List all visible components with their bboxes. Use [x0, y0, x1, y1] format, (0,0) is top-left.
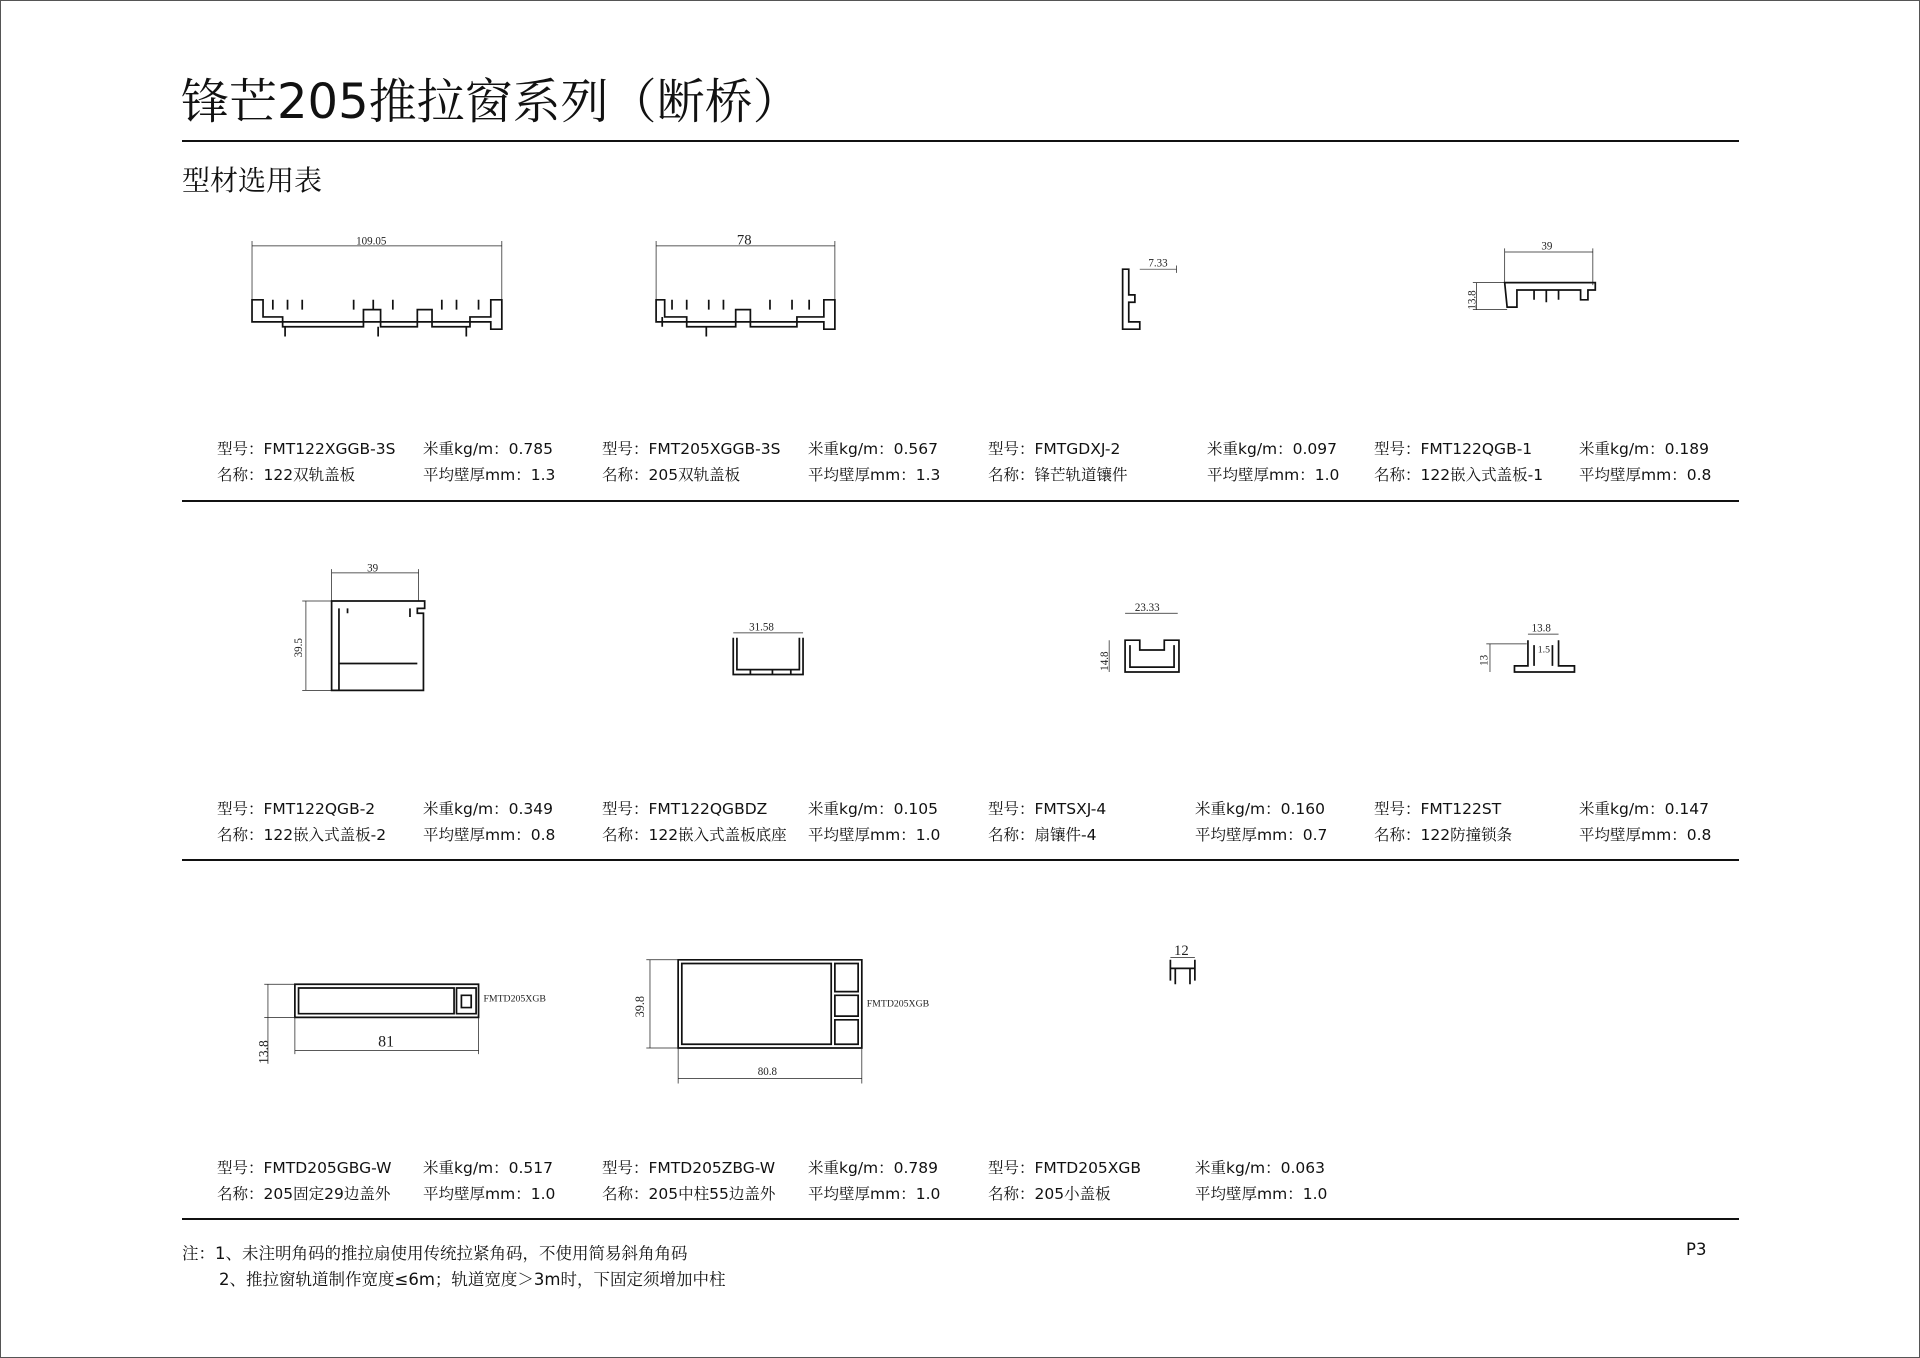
profile-name-9: 名称：205固定29边盖外 [217, 1185, 391, 1203]
profile-drawing-FMT122XGGB-3S [252, 236, 502, 337]
profile-weight-9: 米重kg/m：0.517 [423, 1159, 554, 1177]
profile-model-6: 型号：FMT122QGBDZ [602, 800, 768, 818]
svg-text:1.5: 1.5 [1537, 644, 1550, 656]
row-divider [182, 859, 1739, 861]
row-divider [182, 1218, 1739, 1220]
svg-text:39.5: 39.5 [293, 638, 306, 658]
svg-text:39: 39 [1541, 240, 1553, 253]
profile-drawing-FMT122QGBDZ [733, 621, 803, 674]
note-1: 注：1、未注明角码的推拉扇使用传统拉紧角码，不使用简易斜角角码 [182, 1244, 688, 1263]
profile-name-6: 名称：122嵌入式盖板底座 [602, 826, 787, 844]
profile-model-9: 型号：FMTD205GBG-W [217, 1159, 392, 1177]
profile-weight-5: 米重kg/m：0.349 [423, 800, 554, 818]
profile-thickness-6: 平均壁厚mm：1.0 [808, 826, 941, 844]
profile-weight-1: 米重kg/m：0.785 [423, 440, 554, 458]
profile-thickness-10: 平均壁厚mm：1.0 [808, 1185, 941, 1203]
profile-weight-10: 米重kg/m：0.789 [808, 1159, 939, 1177]
profile-weight-11: 米重kg/m：0.063 [1195, 1159, 1326, 1177]
profile-model-3: 型号：FMTGDXJ-2 [988, 440, 1121, 458]
profile-model-10: 型号：FMTD205ZBG-W [602, 1159, 776, 1177]
profile-drawing-FMTGDXJ-2 [1123, 258, 1177, 329]
profile-model-8: 型号：FMT122ST [1374, 800, 1502, 818]
profile-model-5: 型号：FMT122QGB-2 [217, 800, 376, 818]
svg-text:31.58: 31.58 [749, 621, 774, 634]
svg-text:39: 39 [367, 562, 379, 575]
profile-thickness-4: 平均壁厚mm：0.8 [1579, 466, 1712, 484]
svg-text:FMTD205XGB: FMTD205XGB [866, 998, 930, 1010]
row-divider [182, 500, 1739, 502]
svg-text:13: 13 [1478, 654, 1491, 666]
profile-drawing-FMTSXJ-4 [1099, 602, 1179, 672]
svg-text:13.8: 13.8 [255, 1040, 271, 1064]
svg-text:109.05: 109.05 [356, 235, 387, 248]
profile-weight-8: 米重kg/m：0.147 [1579, 800, 1710, 818]
svg-text:12: 12 [1174, 942, 1189, 959]
note-2: 2、推拉窗轨道制作宽度≤6m；轨道宽度＞3m时，下固定须增加中柱 [219, 1270, 726, 1289]
profile-weight-2: 米重kg/m：0.567 [808, 440, 939, 458]
svg-text:FMTD205XGB: FMTD205XGB [483, 993, 546, 1005]
page-title: 锋芒205推拉窗系列（断桥） [181, 74, 801, 130]
svg-text:23.33: 23.33 [1134, 601, 1160, 614]
profile-thickness-7: 平均壁厚mm：0.7 [1195, 826, 1328, 844]
profile-drawing-FMT122ST [1479, 623, 1575, 672]
profile-model-4: 型号：FMT122QGB-1 [1374, 440, 1533, 458]
profile-weight-7: 米重kg/m：0.160 [1195, 800, 1326, 818]
profile-drawing-FMT122QGB-2 [293, 563, 424, 691]
profile-name-7: 名称：扇镶件-4 [988, 826, 1097, 844]
page-number: P3 [1686, 1240, 1707, 1259]
svg-text:14.8: 14.8 [1098, 651, 1111, 671]
profile-thickness-11: 平均壁厚mm：1.0 [1195, 1185, 1328, 1203]
profile-thickness-5: 平均壁厚mm：0.8 [423, 826, 556, 844]
profile-drawings [1, 1, 1920, 1358]
profile-drawing-FMTD205ZBG-W [633, 960, 930, 1084]
profile-name-8: 名称：122防撞锁条 [1374, 826, 1513, 844]
svg-text:7.33: 7.33 [1148, 257, 1168, 270]
profile-drawing-FMT122QGB-1 [1466, 241, 1595, 310]
profile-thickness-1: 平均壁厚mm：1.3 [423, 466, 556, 484]
profile-name-2: 名称：205双轨盖板 [602, 466, 741, 484]
svg-text:80.8: 80.8 [757, 1065, 778, 1078]
svg-text:78: 78 [736, 232, 752, 249]
profile-thickness-9: 平均壁厚mm：1.0 [423, 1185, 556, 1203]
profile-thickness-8: 平均壁厚mm：0.8 [1579, 826, 1712, 844]
profile-name-3: 名称：锋芒轨道镶件 [988, 466, 1128, 484]
profile-name-4: 名称：122嵌入式盖板-1 [1374, 466, 1544, 484]
profile-thickness-2: 平均壁厚mm：1.3 [808, 466, 941, 484]
profile-thickness-3: 平均壁厚mm：1.0 [1207, 466, 1340, 484]
profile-model-11: 型号：FMTD205XGB [988, 1159, 1142, 1177]
profile-weight-3: 米重kg/m：0.097 [1207, 440, 1338, 458]
profile-name-1: 名称：122双轨盖板 [217, 466, 356, 484]
profile-model-1: 型号：FMT122XGGB-3S [217, 440, 396, 458]
profile-name-11: 名称：205小盖板 [988, 1185, 1111, 1203]
profile-model-7: 型号：FMTSXJ-4 [988, 800, 1107, 818]
svg-text:13.8: 13.8 [1466, 290, 1479, 310]
profile-model-2: 型号：FMT205XGGB-3S [602, 440, 781, 458]
svg-text:13.8: 13.8 [1531, 622, 1551, 635]
svg-text:81: 81 [378, 1033, 395, 1051]
profile-weight-6: 米重kg/m：0.105 [808, 800, 939, 818]
section-subtitle: 型材选用表 [182, 164, 323, 197]
svg-text:39.8: 39.8 [632, 995, 647, 1018]
profile-weight-4: 米重kg/m：0.189 [1579, 440, 1710, 458]
profile-drawing-FMTD205GBG-W [256, 984, 546, 1064]
profile-drawing-FMTD205XGB [1170, 943, 1194, 984]
profile-name-10: 名称：205中柱55边盖外 [602, 1185, 776, 1203]
profile-drawing-FMT205XGGB-3S [656, 233, 835, 337]
profile-name-5: 名称：122嵌入式盖板-2 [217, 826, 387, 844]
